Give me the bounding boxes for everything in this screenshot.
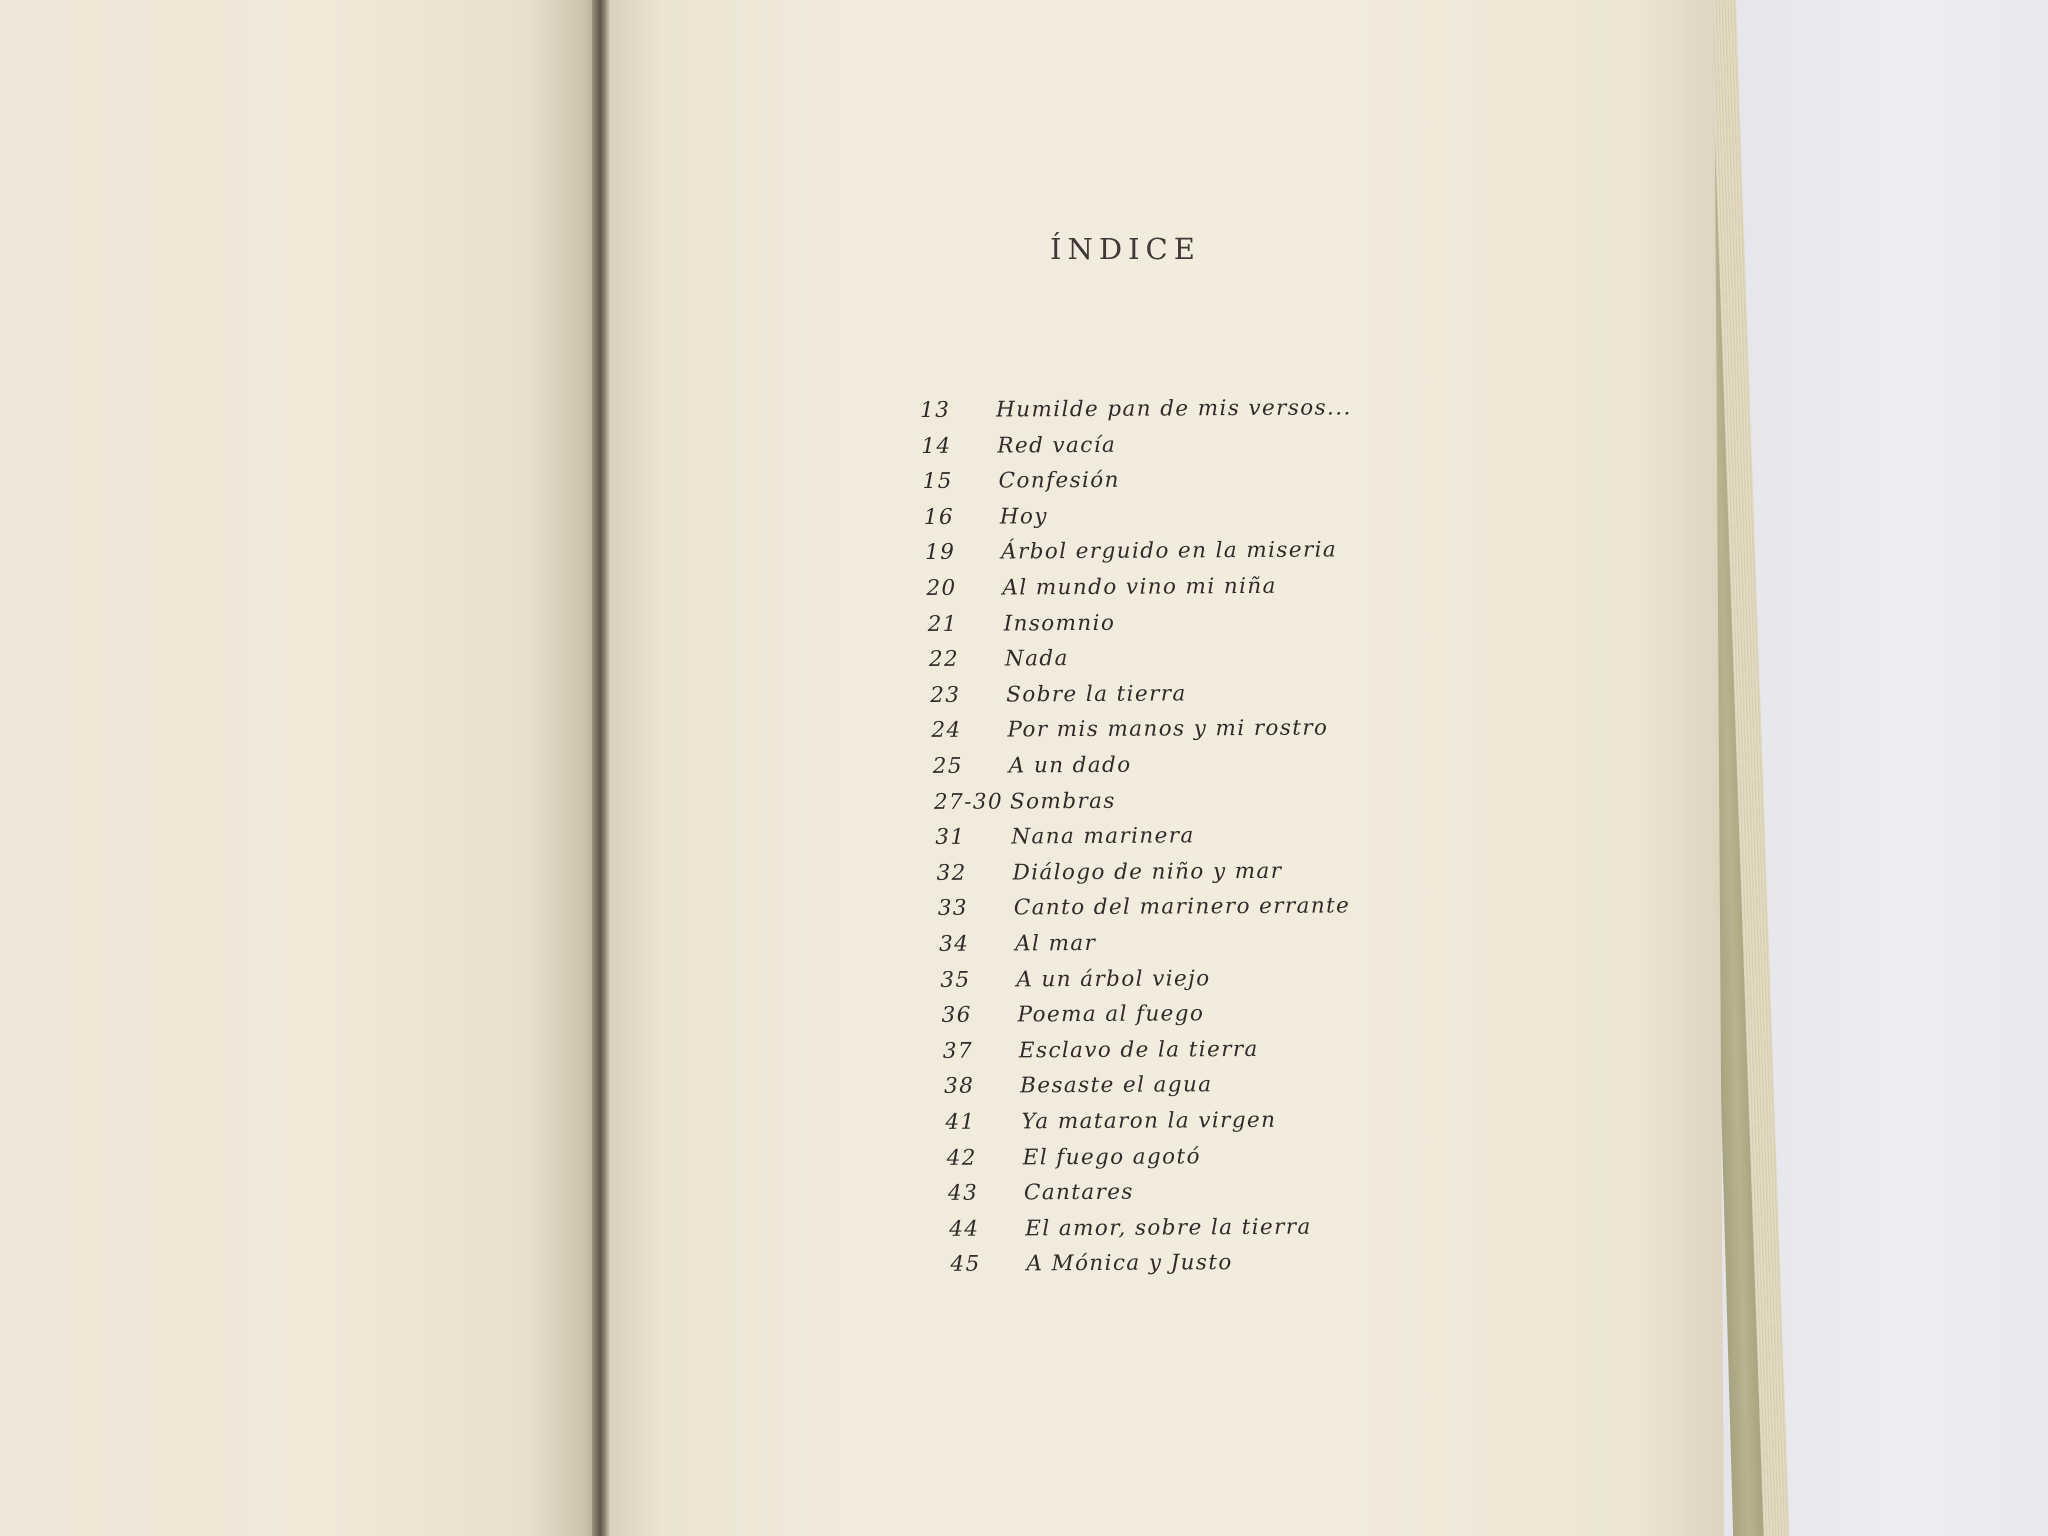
toc-poem-title: Árbol erguido en la miseria <box>1001 537 1338 565</box>
toc-page-number: 20 <box>926 575 957 601</box>
toc-poem-title: Sobre la tierra <box>1006 681 1187 708</box>
book-gutter <box>592 0 610 1536</box>
toc-poem-title: Canto del marinero errante <box>1013 893 1351 921</box>
toc-page-number: 38 <box>944 1074 975 1100</box>
toc-poem-title: A un árbol viejo <box>1016 965 1211 993</box>
toc-entry <box>929 646 1069 679</box>
toc-entry <box>944 1073 1212 1107</box>
toc-entry <box>920 395 1352 430</box>
toc-page-number: 14 <box>921 433 952 459</box>
toc-poem-title: Sombras <box>1009 788 1116 815</box>
toc-poem-title: Ya mataron la virgen <box>1021 1107 1277 1135</box>
toc-page-number: 44 <box>949 1216 980 1242</box>
toc-poem-title: Nada <box>1004 646 1069 672</box>
toc-entry <box>939 931 1096 964</box>
toc-poem-title: Besaste el agua <box>1020 1072 1213 1099</box>
toc-poem-title: Confesión <box>998 467 1120 494</box>
toc-page-number: 24 <box>931 718 962 744</box>
toc-poem-title: Por mis manos y mi rostro <box>1007 715 1329 743</box>
toc-entry <box>923 468 1120 501</box>
toc-poem-title: Poema al fuego <box>1017 1001 1205 1028</box>
toc-page-number: 41 <box>945 1109 976 1135</box>
toc-page-number: 21 <box>927 611 958 637</box>
toc-poem-title: Cantares <box>1023 1179 1134 1206</box>
toc-poem-title: Insomnio <box>1003 610 1116 637</box>
toc-poem-title: Nana marinera <box>1011 823 1195 850</box>
toc-page-number: 16 <box>923 504 955 530</box>
toc-entry <box>934 788 1116 821</box>
toc-page-number: 34 <box>939 931 970 957</box>
toc-entry <box>947 1144 1201 1178</box>
toc-page-number: 19 <box>925 540 956 566</box>
toc-entry <box>940 966 1210 1000</box>
toc-entry <box>933 753 1132 786</box>
toc-page-number: 33 <box>937 896 969 922</box>
toc-poem-title: A un dado <box>1008 752 1132 779</box>
index-heading: ÍNDICE <box>1050 232 1201 266</box>
toc-page-number: 13 <box>920 397 951 423</box>
toc-entry <box>931 716 1328 750</box>
toc-entry <box>921 432 1116 465</box>
toc-poem-title: El fuego agotó <box>1022 1143 1201 1170</box>
toc-page-number: 25 <box>932 753 963 779</box>
toc-poem-title: A Mónica y Justo <box>1026 1250 1233 1277</box>
toc-page-number: 45 <box>950 1252 981 1278</box>
toc-poem-title: Al mar <box>1015 930 1097 957</box>
toc-poem-title: Red vacía <box>997 432 1117 459</box>
toc-page-number: 15 <box>922 468 953 495</box>
toc-poem-title: Al mundo vino mi niña <box>1002 573 1277 601</box>
toc-entry <box>950 1250 1232 1284</box>
toc-entry <box>926 574 1277 608</box>
toc-page-number: 27-30 <box>933 789 1004 815</box>
toc-page-number: 32 <box>936 860 967 886</box>
toc-entry <box>942 1001 1205 1035</box>
toc-entry <box>925 538 1337 573</box>
toc-entry <box>930 681 1187 715</box>
toc-entry <box>949 1214 1312 1248</box>
toc-entry <box>948 1180 1134 1213</box>
toc-page-number: 31 <box>935 824 966 851</box>
toc-poem-title: El amor, sobre la tierra <box>1025 1214 1312 1242</box>
toc-poem-title: Hoy <box>999 504 1048 530</box>
toc-page-number: 42 <box>946 1145 977 1171</box>
toc-entry <box>943 1037 1259 1071</box>
toc-entry <box>945 1108 1276 1142</box>
toc-page-number: 35 <box>940 967 971 993</box>
toc-page-number: 36 <box>941 1002 972 1029</box>
toc-entry <box>936 859 1282 893</box>
toc-poem-title: Diálogo de niño y mar <box>1012 858 1283 886</box>
toc-entry <box>924 504 1048 537</box>
toc-poem-title: Humilde pan de mis versos... <box>995 395 1352 423</box>
toc-page-number: 22 <box>928 646 960 673</box>
toc-page-number: 23 <box>930 682 961 708</box>
toc-poem-title: Esclavo de la tierra <box>1018 1036 1259 1064</box>
toc-entry <box>938 894 1351 929</box>
left-page-blank <box>0 0 602 1536</box>
toc-page-number: 43 <box>947 1180 979 1207</box>
right-page <box>606 0 1724 1536</box>
toc-page-number: 37 <box>942 1038 974 1064</box>
toc-entry <box>935 824 1195 858</box>
toc-entry <box>928 610 1116 643</box>
